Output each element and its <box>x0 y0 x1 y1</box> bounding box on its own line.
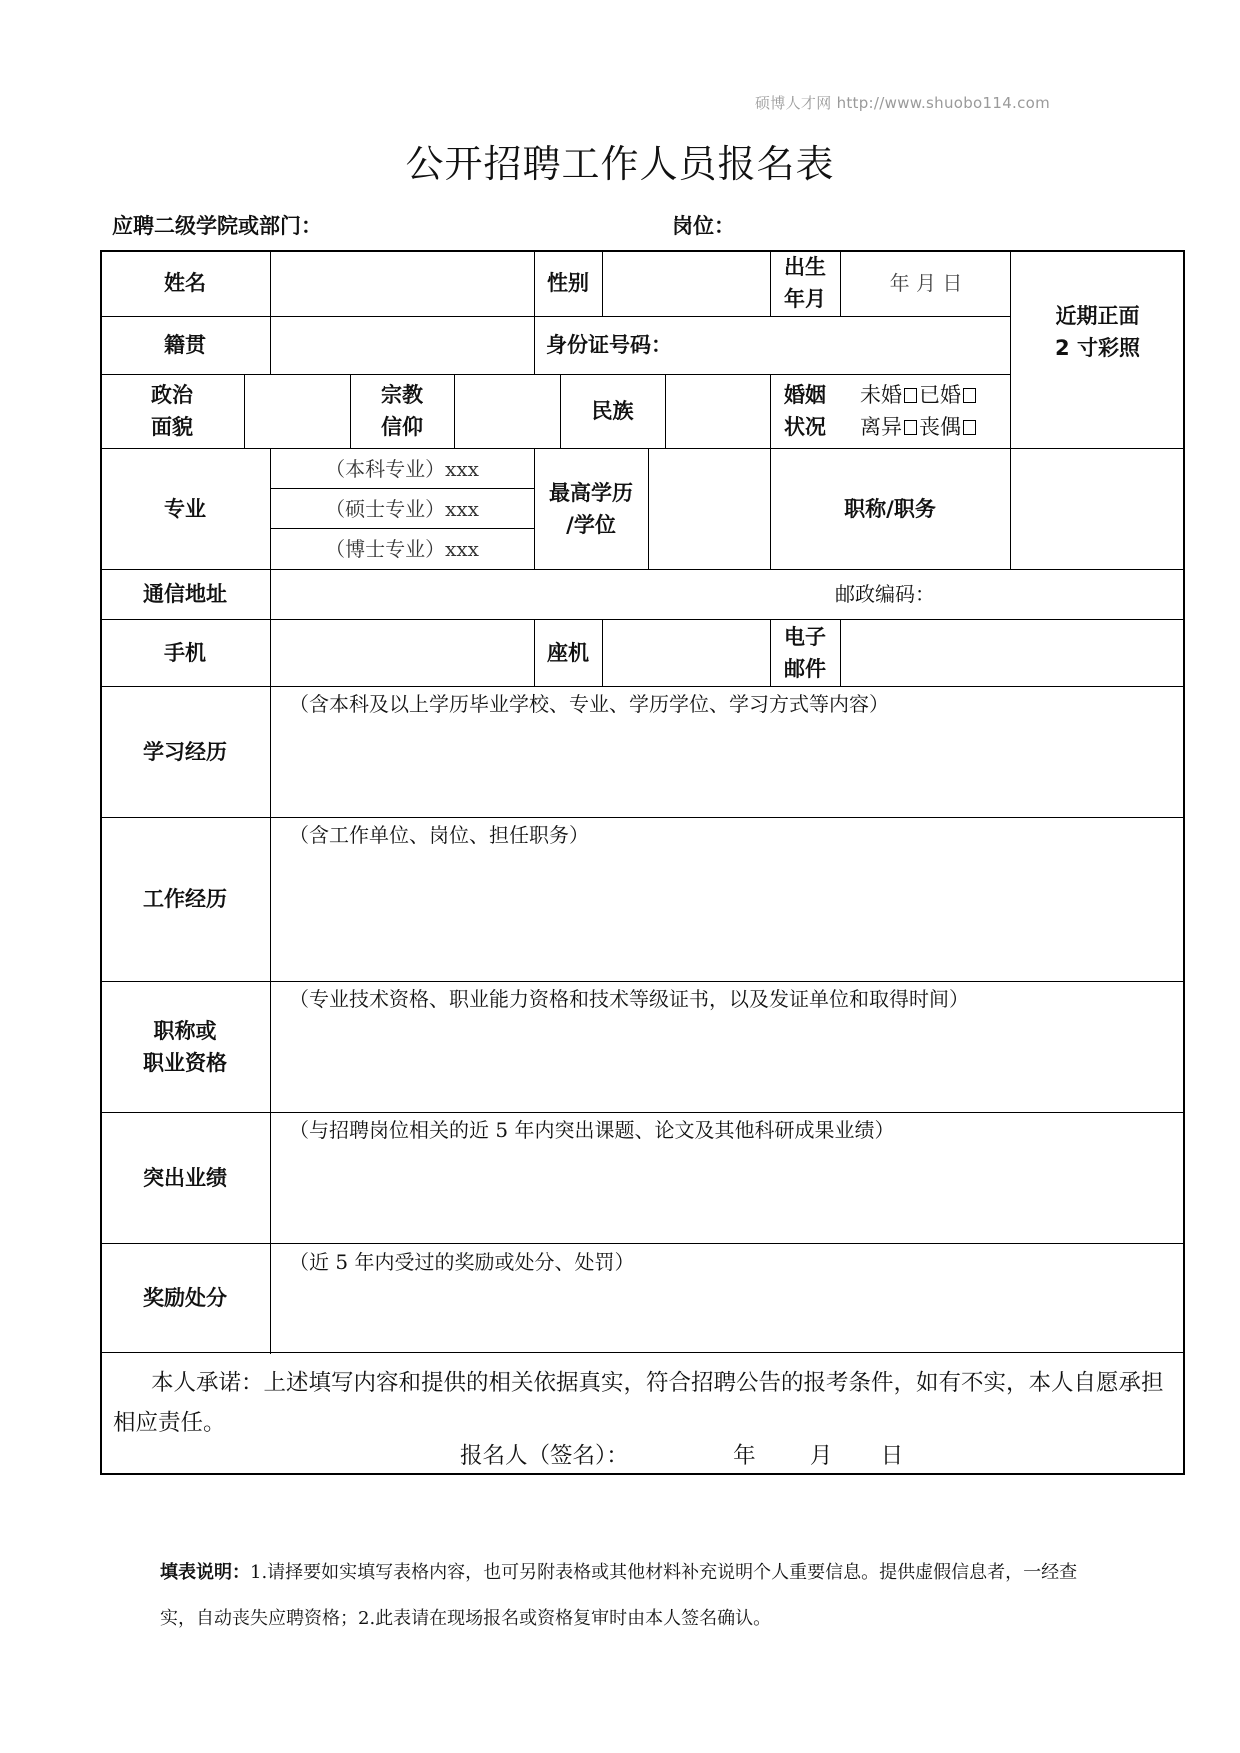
landline-field[interactable] <box>604 620 770 685</box>
study-label: 学习经历 <box>143 739 227 764</box>
rule <box>270 316 271 374</box>
ethnicity-field[interactable] <box>667 375 770 447</box>
qualification-label-line: 职称或 <box>153 1018 217 1043</box>
awards-hint: （近 5 年内受过的奖励或处分、处罚） <box>289 1250 635 1274</box>
rule <box>270 250 271 316</box>
birth-field[interactable]: 年 月 日 <box>889 271 963 295</box>
major-master[interactable]: （硕士专业）xxx <box>325 496 479 521</box>
name-label: 姓名 <box>164 271 206 295</box>
education-label-line: /学位 <box>566 512 616 537</box>
signature-line <box>460 1440 903 1472</box>
name-field[interactable] <box>272 251 534 315</box>
marital-label <box>770 374 840 448</box>
marital-checkbox-divorced[interactable] <box>904 420 917 435</box>
rule <box>100 1352 1185 1353</box>
rule <box>648 448 649 569</box>
birth-label-line: 出生 <box>784 255 826 279</box>
marital-option-label: 离异 <box>860 415 902 439</box>
religion-label-line: 宗教 <box>381 383 423 407</box>
date-month: 月 <box>809 1443 833 1469</box>
mobile-field[interactable] <box>272 620 534 685</box>
rule <box>270 619 271 686</box>
political-label-line: 政治 <box>151 383 193 407</box>
email-label <box>770 619 840 686</box>
department-label: 应聘二级学院或部门： <box>112 214 322 238</box>
rule <box>602 250 603 316</box>
education-field[interactable] <box>650 449 770 568</box>
gender-label: 性别 <box>547 271 589 295</box>
rule <box>602 619 603 686</box>
rule <box>454 374 455 448</box>
postcode-field[interactable]: 邮政编码： <box>835 582 935 606</box>
marital-row <box>860 379 978 411</box>
religion-field[interactable] <box>456 375 560 447</box>
marital-options <box>840 374 1010 448</box>
rule <box>270 569 271 619</box>
email-field[interactable] <box>842 620 1185 685</box>
marital-option-label: 已婚 <box>919 383 961 407</box>
date-year: 年 <box>733 1443 756 1469</box>
work-hint: （含工作单位、岗位、担任职务） <box>289 823 589 847</box>
marital-checkbox-widowed[interactable] <box>963 420 976 435</box>
qualification-label-line: 职业资格 <box>143 1050 227 1075</box>
post-label: 岗位： <box>672 214 735 238</box>
notes-text: 1.请择要如实填写表格内容，也可另附表格或其他材料补充说明个人重要信息。提供虚假信息者，一经查实，自动丧失应聘资格；2.此表请在现场报名或资格复审时由本人签名确认。 <box>160 1562 1078 1629</box>
qualification-hint: （专业技术资格、职业能力资格和技术等级证书，以及发证单位和取得时间） <box>289 987 969 1011</box>
political-field[interactable] <box>246 375 350 447</box>
rule <box>840 250 841 316</box>
gender-field[interactable] <box>604 251 770 315</box>
qualification-label <box>100 981 270 1112</box>
achievements-hint: （与招聘岗位相关的近 5 年内突出课题、论文及其他科研成果业绩） <box>289 1118 895 1142</box>
email-label-line: 电子 <box>784 624 826 649</box>
rule <box>270 686 271 1354</box>
photo-box <box>1010 250 1185 448</box>
major-bachelor[interactable]: （本科专业）xxx <box>325 456 479 481</box>
date-day: 日 <box>880 1443 904 1469</box>
native-place-label: 籍贯 <box>164 333 206 357</box>
marital-checkbox-married[interactable] <box>963 388 976 403</box>
signature-label: 报名人（签名）： <box>460 1443 629 1469</box>
major-doctor[interactable]: （博士专业）xxx <box>325 537 479 561</box>
marital-checkbox-single[interactable] <box>904 388 917 403</box>
notes-label: 填表说明： <box>160 1562 250 1583</box>
political-label <box>100 374 244 448</box>
address-field[interactable] <box>272 570 832 618</box>
political-label-line: 面貌 <box>151 415 193 439</box>
page-title: 公开招聘工作人员报名表 <box>405 142 835 186</box>
rule <box>840 619 841 686</box>
religion-label-line: 信仰 <box>381 415 423 439</box>
title-duty-field[interactable] <box>1012 449 1185 568</box>
marital-row <box>860 411 978 443</box>
pledge-text: 本人承诺：上述填写内容和提供的相关依据真实，符合招聘公告的报考条件，如有不实，本人自愿承担相应责任。 <box>113 1370 1164 1436</box>
marital-option-label: 未婚 <box>860 383 902 407</box>
birth-label <box>770 250 840 316</box>
achievements-label: 突出业绩 <box>143 1165 227 1190</box>
photo-label-line: 近期正面 <box>1055 304 1140 328</box>
marital-label-line: 婚姻 <box>784 383 826 407</box>
education-label-line: 最高学历 <box>549 480 633 505</box>
awards-label: 奖励处分 <box>143 1285 227 1310</box>
landline-label: 座机 <box>547 640 589 665</box>
education-label <box>534 448 648 569</box>
photo-label-line: 2 寸彩照 <box>1055 336 1140 360</box>
religion-label <box>350 374 454 448</box>
birth-label-line: 年月 <box>784 287 826 311</box>
work-label: 工作经历 <box>143 887 227 911</box>
native-place-field[interactable] <box>272 317 534 373</box>
rule <box>244 374 245 448</box>
watermark: 硕博人才网 http://www.shuobo114.com <box>755 94 1051 112</box>
email-label-line: 邮件 <box>784 656 826 681</box>
study-hint: （含本科及以上学历毕业学校、专业、学历学位、学习方式等内容） <box>289 692 889 716</box>
marital-label-line: 状况 <box>784 415 826 439</box>
rule <box>665 374 666 448</box>
title-duty-label: 职称/职务 <box>844 496 936 521</box>
id-number-field[interactable]: 身份证号码： <box>546 333 672 357</box>
form-notes <box>160 1550 1080 1642</box>
address-label: 通信地址 <box>143 582 227 606</box>
mobile-label: 手机 <box>164 640 206 665</box>
marital-option-label: 丧偶 <box>919 415 961 439</box>
major-label: 专业 <box>164 496 206 521</box>
ethnicity-label: 民族 <box>591 399 634 423</box>
